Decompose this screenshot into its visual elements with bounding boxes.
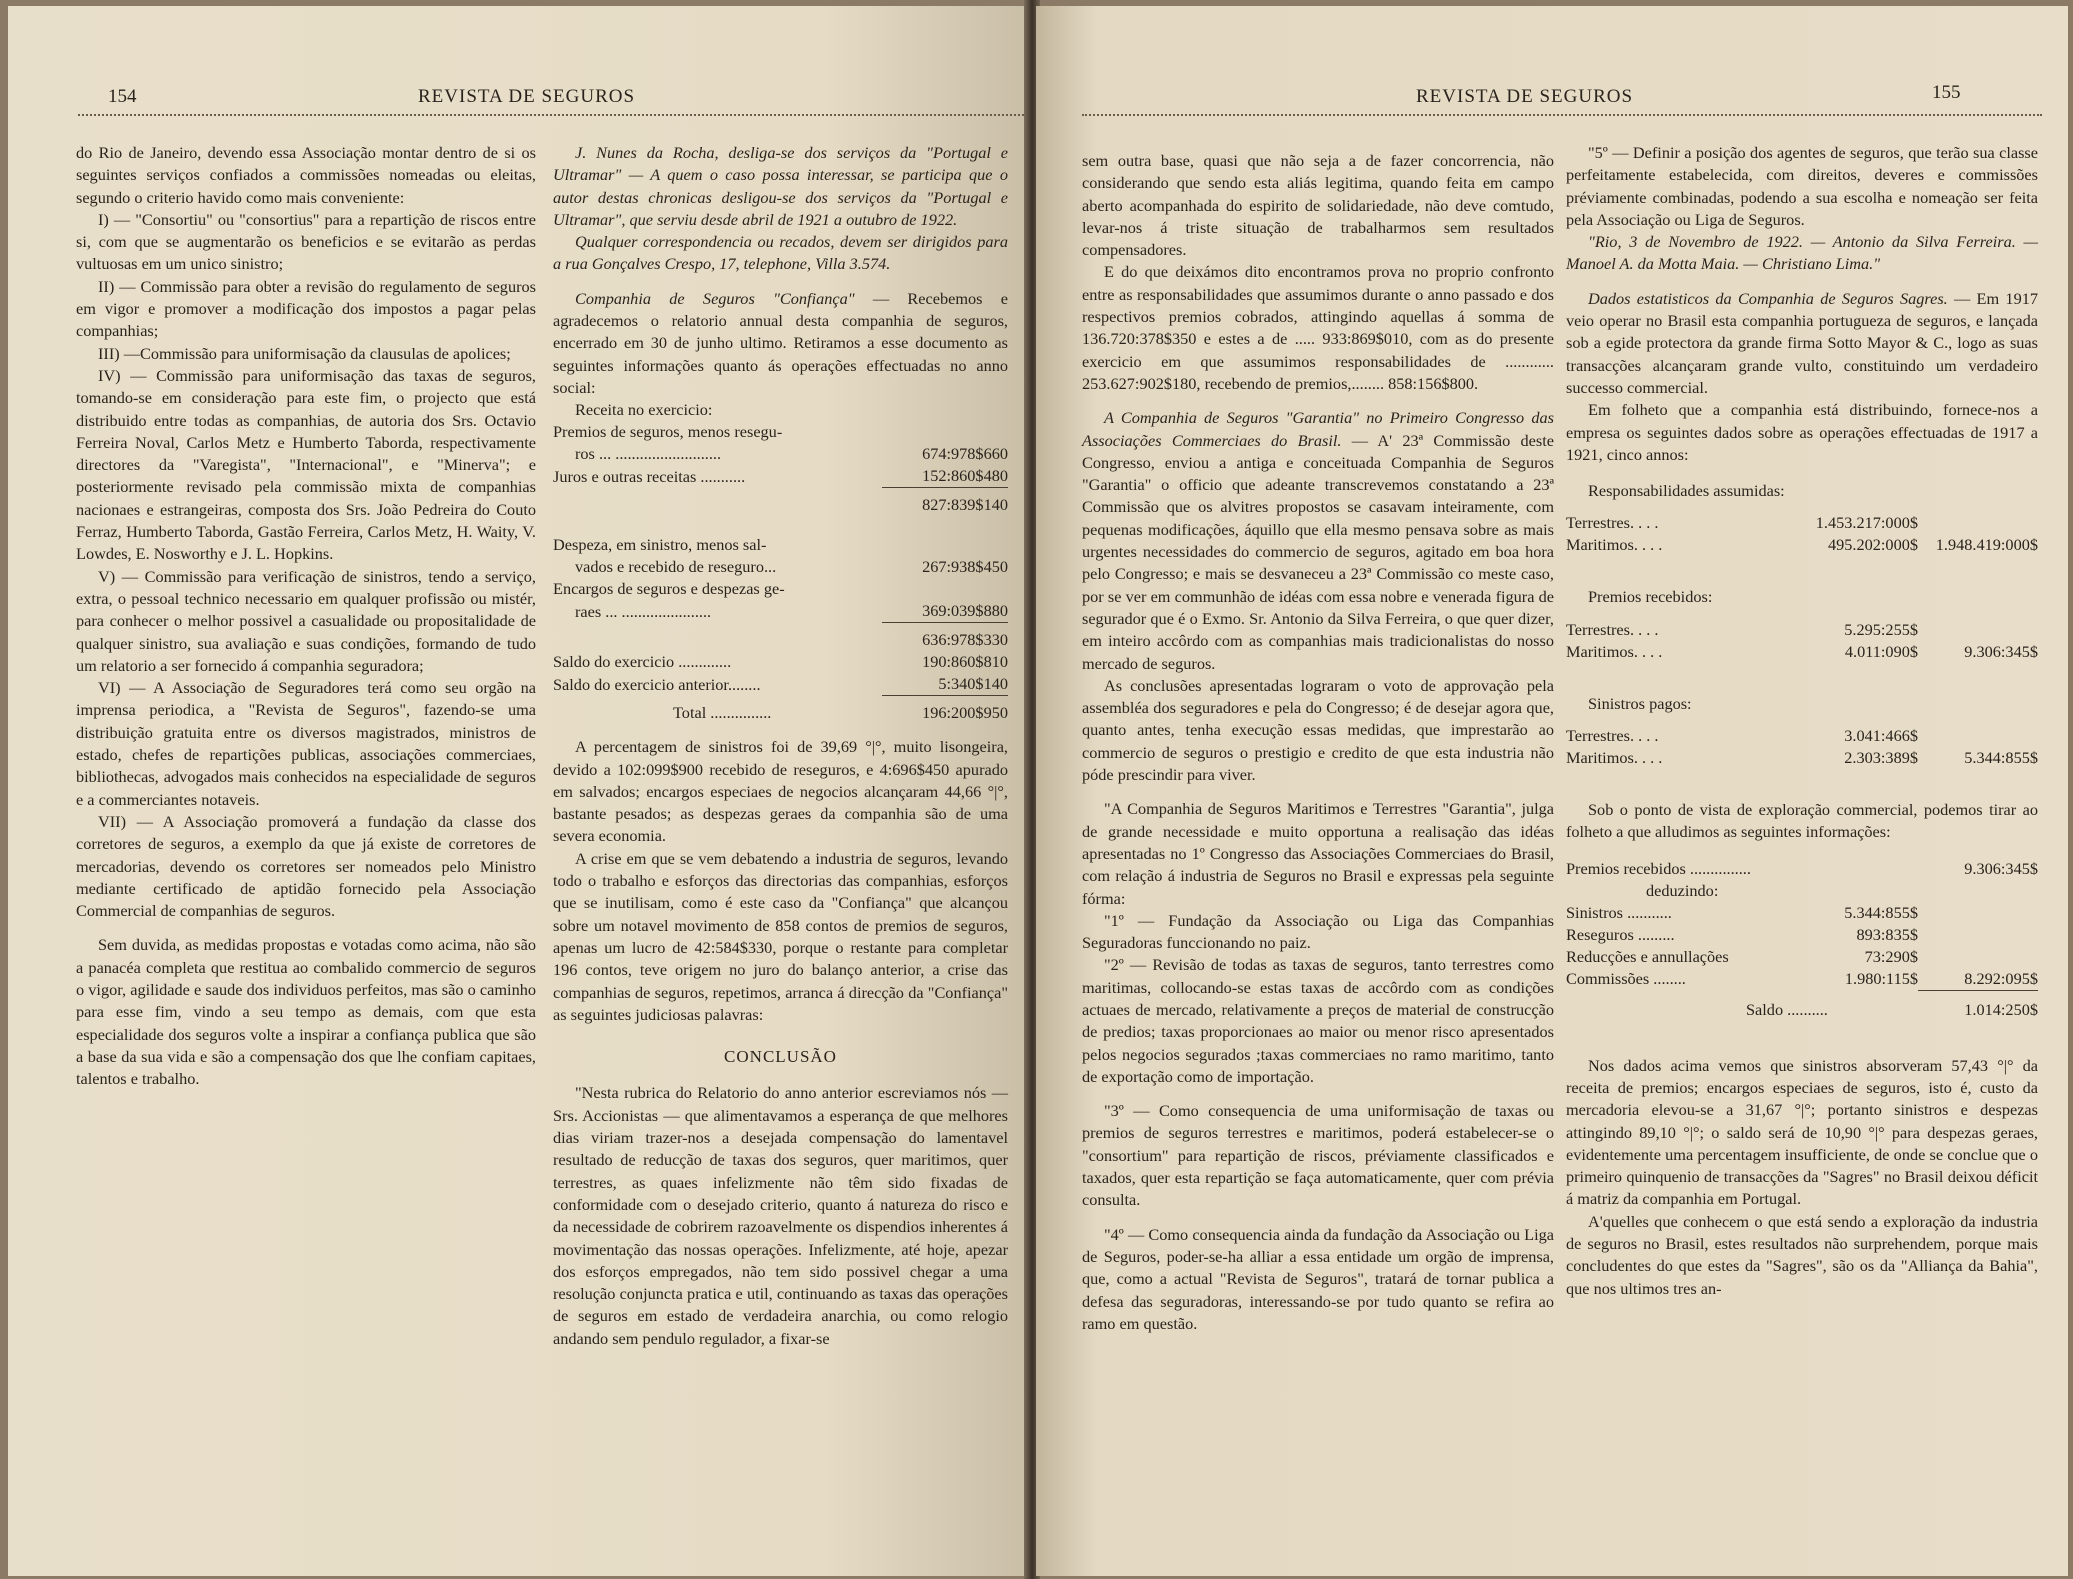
table-label: Despeza, em sinistro, menos sal-: [553, 535, 767, 555]
right-column-1: [1082, 150, 1554, 1335]
table-total: [1918, 946, 2038, 968]
garantia-heading: A Companhia de Seguros "Garantia" no Primeiro Congresso das Associações Commerciaes do Brasil.: [1082, 408, 1554, 450]
table-total: [1918, 902, 2038, 924]
paragraph: II) — Commissão para obter a revisão do regulamento de seguros em vigor e promover a modificação dos impostos a pagar pelas companhias;: [76, 276, 536, 341]
table-total: 5.344:855$: [1964, 748, 2038, 768]
table-total: 9.306:345$: [1964, 858, 2038, 878]
table-total: 8.292:095$: [1964, 968, 2038, 988]
table-value: 152:860$480: [922, 466, 1008, 486]
paragraph: "4º — Como consequencia ainda da fundação da Associação ou Liga de Seguros, poder-se-ha alliar a essa entidade um orgão de imprensa, que, como a actual "Revista de Seguros", tratará de tornar publica a defesa das seguradoras, interessando-se por tudo quanto se refira ao ramo em questão.: [1082, 1224, 1554, 1333]
running-head: REVISTA DE SEGUROS: [1416, 86, 1634, 107]
signature-line: "Rio, 3 de Novembro de 1922. — Antonio da Silva Ferreira. — Manoel A. da Motta Maia. — Christiano Lima.": [1566, 232, 2038, 274]
table-label: Terrestres. . . .: [1566, 726, 1659, 746]
table-value: 3.041:466$: [1844, 726, 1918, 746]
table-label: vados e recebido de reseguro...: [575, 557, 777, 577]
table-total: [1918, 880, 2038, 902]
paragraph: "2º — Revisão de todas as taxas de seguros, tanto terrestres como maritimas, collocando-se estas taxas de accôrdo com as condições actuaes de mercado, relativamente a preços de material de construcção de predios; taxas proporcionaes ao maior ou menor risco apresentados pelos negocios segurados ;taxas commerciaes no ramo maritimo, tanto de exportação como de importação.: [1082, 955, 1554, 1086]
table-total: 1.948.419:000$: [1935, 535, 2038, 555]
right-page: [1036, 6, 2068, 1576]
table-value: 5.344:855$: [1844, 902, 1918, 922]
table-label: ros ... ..........................: [575, 444, 722, 464]
confianca-intro: — Recebemos e agradecemos o relatorio annual desta companhia de seguros, encerrado em 30 de junho ultimo. Retiramos a esse documento as seguintes informações quanto ás operações effectuadas no anno social:: [553, 288, 1008, 397]
table-value: [1818, 858, 1918, 880]
sagres-heading: Dados estatisticos da Companhia de Seguros Sagres.: [1588, 288, 1948, 308]
table-label: Encargos de seguros e despezas ge-: [553, 579, 785, 599]
table-value: 4.011:090$: [1844, 641, 1918, 661]
section-title: Premios recebidos:: [1588, 587, 1713, 607]
table-value: 674:978$660: [922, 444, 1008, 464]
table-total: 1.014:250$: [1918, 990, 2038, 1021]
conclusion-heading: CONCLUSÃO: [724, 1047, 837, 1067]
table-value: 190:860$810: [922, 652, 1008, 672]
paragraph: "1º — Fundação da Associação ou Liga das Companhias Seguradoras funccionando no paiz.: [1082, 910, 1554, 953]
paragraph: I) — "Consortiu" ou "consortius" para a repartição de riscos entre si, com que se augmentarão os beneficios e se evitarão as perdas vultuosas em um unico sinistro;: [76, 209, 536, 274]
table-label: Terrestres. . . .: [1566, 513, 1659, 533]
header-rule: [1082, 114, 2042, 116]
confianca-heading: Companhia de Seguros "Confiança": [575, 288, 855, 308]
paragraph: E do que deixámos dito encontramos prova no proprio confronto entre as responsabilidades que assumimos durante o anno passado e dos respectivos premios cobrados, attingindo aquellas á somma de 136.720:378$350 e estes a de ..... 933:869$010, com as do presente exercicio em que assumimos responsabilidades de ............ 253.627:902$180, recebendo de premios,........ 858:156$800.: [1082, 262, 1554, 393]
table-label: Saldo do exercicio .............: [553, 652, 732, 672]
table-label: Saldo do exercicio anterior........: [553, 674, 761, 694]
paragraph: VI) — A Associação de Seguradores terá como seu orgão na imprensa periodica, a "Revista de Seguros", fazendo-se uma distribuição gratuita entre os diversos magistrados, ministros de estado, chefes de repartições publicas, associações commerciaes, bibliothecas, advogados mais conhecidos na especialidade de seguros e a commerciantes notaveis.: [76, 678, 536, 809]
sinistros-table: [1566, 725, 2038, 769]
paragraph: A crise em que se vem debatendo a industria de seguros, levando todo o trabalho e esforços das directorias das companhias, esforços que se inutilisam, como é este caso da "Confiança" que alcançou sobre um notavel movimento de 858 contos de premios de seguros, apenas um lucro de 42:584$330, porque o restante para completar 196 contos, teve origem no juro do balanço anterior, a crise das companhias de seguros, repetimos, arranca á direcção da "Confiança" as seguintes judiciosas palavras:: [553, 848, 1008, 1024]
section-title: Responsabilidades assumidas:: [1588, 481, 1785, 501]
table-value: 495.202:000$: [1827, 535, 1918, 555]
table-label: Total ...............: [673, 703, 772, 723]
page-number: 154: [108, 86, 137, 107]
table-value: [1818, 880, 1918, 902]
left-column-2: [553, 142, 1008, 1350]
paragraph: A percentagem de sinistros foi de 39,69 °|°, muito lisongeira, devido a 102:099$900 recebido de reseguros, e 4:696$450 apurado em salvados; encargos especiaes de negocios alcançaram 44,66 °|°, bastante pesados; as despezas geraes da companhia são de uma severa economia.: [553, 737, 1008, 846]
table-label: Sinistros ...........: [1566, 902, 1672, 922]
paragraph: III) —Commissão para uniformisação da clausulas de apolices;: [98, 343, 511, 363]
left-column-1: [76, 142, 536, 1090]
paragraph: Sem duvida, as medidas propostas e votadas como acima, não são a panacéa completa que restitua ao combalido commercio de seguros o vigor, agilidade e saude dos individuos perfeitos, mas são o caminho para esse fim, vindo a seu tempo as demais, com que esta especialidade dos seguros volte a inspirar a confiança publica que são a base da sua vida e são a compensação dos que lhe confiam capitaes, talentos e trabalho.: [76, 935, 536, 1089]
table-value: 73:290$: [1864, 946, 1918, 966]
table-value: 893:835$: [1856, 924, 1918, 944]
paragraph: As conclusões apresentadas lograram o voto de approvação pela assembléa dos seguradores e pela do Congresso; é de desejar agora que, quanto antes, tenha execução essas medidas, que imprestarão ao commercio de seguros o prestigio e credito de que esta industria não póde prescindir para viver.: [1082, 675, 1554, 785]
table-value: 1.453.217:000$: [1815, 513, 1918, 533]
sagres-text: — Em 1917 veio operar no Brasil esta companhia portugueza de seguros, e lançada sob a egide protectora da grande firma Sotto Mayor & C., logo as suas transacções alcançaram grande vulto, constituindo um verdadeiro successo commercial.: [1566, 288, 2038, 397]
garantia-text: — A' 23ª Commissão deste Congresso, enviou a antiga e conceituada Companhia de Seguros "Garantia" o officio que adeante transcrevemos constatando a 23ª Commissão que os alvitres propostos se casavam inteiramente, com pequenas modificações, áquillo que ella mesmo pensava sobre as mais urgentes necessidades do commercio de seguros, agitado em boa hora pelo Congresso; e mais se desvaneceu a 23ª Commissão co meste caso, por se ver em communhão de idéas com essa nobre e venerada figura de segurador que é o Exmo. Sr. Antonio da Silva Ferreira, o que quer dizer, em inteiro accôrdo com as companhias mais tradicionalistas do nosso mercado de seguros.: [1082, 430, 1554, 673]
paragraph: Nos dados acima vemos que sinistros absorveram 57,43 °|° da receita de premios; encargos especiaes de seguros, isto é, custo da mercadoria elevou-se a 31,67 °|°; portanto sinistros e despezas attingindo 89,10 °|°; o saldo será de 10,90 °|° para despezas geraes, evidentemente uma percentagem insufficiente, de onde se conclue que o primeiro quinquenio de transacções da "Sagres" no Brasil deixou déficit á matriz da companhia em Portugal.: [1566, 1055, 2038, 1209]
table-value: 2.303:389$: [1844, 748, 1918, 768]
left-page: [8, 6, 1028, 1576]
notice-paragraph: Qualquer correspondencia ou recados, devem ser dirigidos para a rua Gonçalves Crespo, 17, telephone, Villa 3.574.: [553, 232, 1008, 274]
paragraph: "Nesta rubrica do Relatorio do anno anterior escreviamos nós — Srs. Accionistas — que alimentavamos a esperança de que melhores dias viriam trazer-nos a desejada compensação do lamentavel resultado de reducção de taxas dos seguros, quer maritimos, quer terrestres, as quaes infelizmente não têm sido fixadas de conformidade com o desejado criterio, quanto á natureza do risco e da necessidade de cobrirem razoavelmente os dispendios inherentes á movimentação das nossas operações. Infelizmente, até hoje, apezar dos esforços empregados, não tem sido possivel chegar a uma resolução conjuncta pratica e util, continuando as taxas das operações de seguros em estado de verdadeira anarchia, ou como relogio andando sem pendulo regulador, a fixar-se: [553, 1083, 1008, 1348]
table-label: Maritimos. . . .: [1566, 641, 1663, 661]
confianca-financial-table: [553, 399, 1008, 724]
table-total: 196:200$950: [882, 696, 1009, 725]
table-label: Juros e outras receitas ...........: [553, 466, 746, 486]
section-title: Sinistros pagos:: [1588, 693, 1692, 713]
paragraph: VII) — A Associação promoverá a fundação da classe dos corretores de seguros, a exemplo da que já existe de corretores de mercadorias, devendo os corretores ser nomeados pelo Ministro mediante certificado de aptidão fornecido pela Associação Commercial de companhias de seguros.: [76, 811, 536, 921]
running-head: REVISTA DE SEGUROS: [418, 86, 636, 107]
table-value: 5.295:255$: [1844, 619, 1918, 639]
paragraph: Em folheto que a companhia está distribuindo, fornece-nos a empresa os seguintes dados sobre as operações effectuadas de 1917 a 1921, cinco annos:: [1566, 400, 2038, 464]
table-label: Commissões ........: [1566, 969, 1686, 989]
garantia-paragraph: [1082, 407, 1554, 675]
paragraph: "3º — Como consequencia de uma uniformisação de taxas ou premios de seguros terrestres e maritimos, poderá estabelecer-se o "consortium" para repartição de riscos, préviamente classificados e taxados, quer esta repartição se faça automaticamente, quer com prévia consulta.: [1082, 1101, 1554, 1210]
paragraph: Sob o ponto de vista de exploração commercial, podemos tirar ao folheto a que alludimos as seguintes informações:: [1566, 800, 2038, 842]
table-total: [1918, 619, 2038, 641]
table-label: Maritimos. . . .: [1566, 535, 1663, 555]
paragraph: "5º — Definir a posição dos agentes de seguros, que terão sua classe perfeitamente estabelecida, com direitos, deveres e commissões préviamente combinadas, podendo a sua escolha e nomeação ser feita pela Associação ou Liga de Seguros.: [1566, 143, 2038, 229]
premios-table: [1566, 619, 2038, 663]
right-column-2: [1566, 142, 2038, 1300]
page-number: 155: [1932, 82, 1961, 103]
table-value: 5:340$140: [938, 674, 1008, 694]
table-total: [1918, 512, 2038, 534]
table-label: Reseguros .........: [1566, 924, 1675, 944]
header-rule: [78, 114, 1028, 116]
paragraph: A'quelles que conhecem o que está sendo a exploração da industria de seguros no Brasil, estes resultados não surprehendem, porque mais concludentes do que estes da "Sagres", são os da "Alliança da Bahia", que nos ultimos tres an-: [1566, 1211, 2038, 1298]
confianca-paragraph: [553, 288, 1008, 399]
table-total: [1918, 924, 2038, 946]
paragraph: do Rio de Janeiro, devendo essa Associação montar dentro de si os seguintes serviços confiados a commissões nomeadas ou eleitas, segundo o criterio havido como mais conveniente:: [76, 143, 536, 207]
table-label: Terrestres. . . .: [1566, 619, 1659, 639]
table-label: Premios de seguros, menos resegu-: [553, 422, 783, 442]
sagres-paragraph: [1566, 288, 2038, 399]
table-subtotal: 827:839$140: [882, 488, 1009, 517]
paragraph: V) — Commissão para verificação de sinistros, tendo a serviço, extra, o pessoal technico necessario em qualquer profissão ou mistér, para conhecer o melhor possivel a casualidade ou propositalidade de qualquer sinistro, sua avaliação e suas condições, formando de tudo um relatorio a ser fornecido á companhia seguradora;: [76, 566, 536, 675]
responsabilidades-table: [1566, 512, 2038, 556]
table-value: 1.980:115$: [1844, 969, 1918, 989]
table-value: 369:039$880: [922, 601, 1008, 621]
table-label: deduzindo:: [1646, 880, 1719, 900]
paragraph: IV) — Commissão para uniformisação das taxas de seguros, tomando-se em consideração para este fim, o projecto que está distribuido entre todas as companhias, de autoria dos Srs. Octavio Ferreira Noval, Carlos Metz e Humberto Taborda, respectivamente directores da "Varegista", "Internacional", e "Minerva"; e posteriormente revisado pela commissão mixta de companhias nacionaes e estrangeiras, composta dos Srs. João Pedreira do Couto Ferraz, Humberto Taborda, Gastão Ferreira, Carlos Metz, H. Waity, V. Lowdes, E. Nosworthy e J. L. Hopkins.: [76, 365, 536, 564]
paragraph: sem outra base, quasi que não seja a de fazer concorrencia, não considerando que sendo esta aliás legitima, quando feita em campo aberto acompanhada do espirito de solidariedade, não deve comtudo, levar-nos á triste situação de trabalharmos sem resultados compensadores.: [1082, 151, 1554, 260]
table-total: [1918, 725, 2038, 747]
receita-title: Receita no exercicio:: [575, 400, 713, 420]
table-label: Saldo ..........: [1746, 999, 1828, 1019]
table-total: 9.306:345$: [1964, 641, 2038, 661]
exploracao-table: [1566, 858, 2038, 1021]
notice-paragraph: J. Nunes da Rocha, desliga-se dos serviços da "Portugal e Ultramar" — A quem o caso possa interessar, se participa que o autor destas chronicas desligou-se dos serviços da "Portugal e Ultramar", que serviu desde abril de 1921 a outubro de 1922.: [553, 143, 1008, 229]
table-label: raes ... ......................: [575, 601, 712, 621]
table-label: Reducções e annullações: [1566, 946, 1729, 966]
paragraph: "A Companhia de Seguros Maritimos e Terrestres "Garantia", julga de grande necessidade e muito opportuna a realisação das idéas apresentadas no 1º Congresso das Associações Commerciaes do Brasil, com relação á industria de Seguros no Brasil e expressas pela seguinte fórma:: [1082, 799, 1554, 908]
table-subtotal: 636:978$330: [882, 623, 1009, 652]
table-value: 267:938$450: [922, 557, 1008, 577]
table-label: Maritimos. . . .: [1566, 748, 1663, 768]
table-label: Premios recebidos ...............: [1566, 858, 1751, 878]
